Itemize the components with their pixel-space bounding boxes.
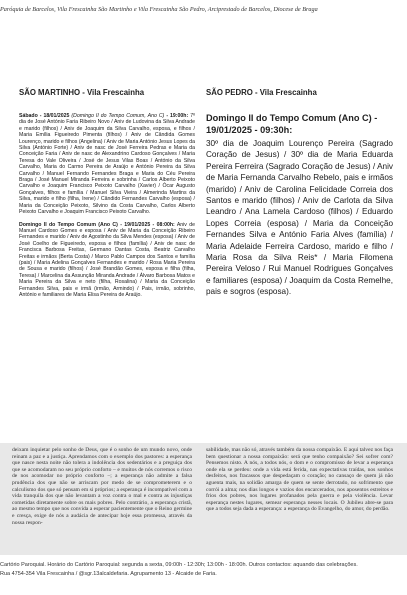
parish-header-line: Paróquia de Barcelos, Vila Frescainha São Martinho e Vila Frescainha São Pedro, Arciprestado de Barcelos, Diocese de Braga <box>0 6 318 13</box>
reflection-text-left: deixam inquietar pelo sonho de Deus, que é o sonho de um mundo novo, onde reinam a paz e a justiça. Aprendamos com o exemplo dos pastores: a esperança que nasce nesta noite não tolera a indolência dos sedentários e a preguiça dos que se acomodaram no seu próprio conforto – e muitos de nós corremos o risco de nos acomodar no próprio conforto –; a esperança não admite a falsa prudência dos que não se arriscam por medo de se comprometerem e o calculismo dos que só pensam em si próprios; a esperança é incompatível com a vida tranquila dos que não levantam a voz contra o mal e contra as injustiças cometidas diretamente sobre os mais pobres. Pelo contrário, a esperança cristã, ao mesmo tempo que nos convida a esperar pacientemente que o Reino germine e cresça, exige de nós a audácia de antecipar hoje essa promessa, através da nossa respon- <box>12 447 192 526</box>
reflection-text-right: sabilidade, mas não só, através também da nossa compaixão. E aqui talvez nos faça bem questionar a nossa compaixão: será que tenho compaixão? Sei sofrer com? Pensemos nisto. A nós, a todos nós, o dom e o compromisso de levar a esperança onde ela se perdeu: onde a vida está ferida, nas expectativas traídas, nos sonhos desfeitos, nos fracassos que despedaçam o coração; no cansaço de quem já não aguenta mais, na solidão amarga de quem se sente derrotado, no sofrimento que corrói a alma; nos dias longos e vazios dos encarcerados, nos aposentos estreitos e frios dos pobres, nos lugares profanados pela guerra e pela violência. Levar esperança nestes lugares, semear esperança nesses locais. O Jubileu abre-se para que a todos seja dada a esperança: a esperança do Evangelho, do amor, do perdão. <box>206 447 393 513</box>
footer-contacts: Rua 4754-354 Vila Frescainha / @sgr.13alcaldefaria. Agrupamento 13 - Alcaide de Faria. <box>0 571 217 577</box>
sao-martinho-sunday-intentions <box>19 222 195 299</box>
saturday-time: - 19:00h: <box>166 113 189 119</box>
sao-martinho-column <box>19 88 195 304</box>
sunday-intentions-text: Aniv de Manuel Cardoso Gomes e esposa / Aniv de Maria da Conceição Ribeiro Fernandes e marido / Aniv de Agostinho da Silva Mendes (esposa) / Aniv de José Coelho de Figueiredo, esposa e filhos (família) / Aniv de nasc de Francisca Barbosa Freitas, Germano Dantas Costa, Beatriz Carvalho Freitas e irmãos (Berta Costa) / Marco Pablo Campos dos Santos e família (pais) / Maria Adelina Gonçalves Fernandes e marido / Rosa Maria Pereira de Sousa e marido (filhos) / José Brandão Gomes, esposa e filha (filha, Teresa) / Marcelina da Assunção Miranda Andrade / Álvaro Barbosa Matos e Maria Pereira da Silva e neto (filha, Rosalina) / Maria da Conceição Fernandes Silva, pais e irmã (irmão, Armindo) / Pais, irmão, sobrinho, António e familiares de Maria Elisa Pereira de Araújo. <box>19 221 196 298</box>
sao-martinho-title: SÃO MARTINHO - Vila Frescainha <box>19 88 145 97</box>
saturday-liturgy-label: (Domingo II do Tempo Comum, Ano C) <box>71 113 165 119</box>
reflection-box <box>0 443 407 555</box>
saturday-intentions-text: 7º dia de José António Faria Ribeiro Novo / Aniv de Ludovina da Silva Andrade e marido (filhos) / Aniv de Joaquim da Silva Carvalho, esposa, e filhos / Maria Emília Figueiredo Pimenta (filhos) / Aniv de Cândida Gomes Lourenço, marido e filhos (Angelina) / Aniv de Maria António Jesus Lopes da Silva (António Forte) / Aniv de nasc de José Ferreira Pedras e Maria da Conceição Faria / Aniv de nasc de Alexandrino Cardoso Gonçalves / Maria Teresa do Vale Oliveira / José de Jesus Vilas Boas / António da Silva Carvalho, Maria do Carmo Pereira de Araújo e António Pereira da Silva Carvalho / Manuel Fernando Fernandes Braga e Maria do Céu Pereira Braga / José Manuel Miranda Ferreira e sobrinha / Carlos Alberto Peixoto Carvalho e Joaquim Francisco Peixoto Carvalho (Xavier) / Ócar Augusto Gonçalves, filhos e família / Manuel Silva Vieira / Almerinda Martins da Silva, marido e filho (filha, Irene) / Cândido Fernandes Carvalho (esposa) / Maria da Conceição Peixoto, Silvino da Costa Carvalho, Carlos Alberto Peixoto Carvalho e Joaquim Francisco Peixoto Carvalho. <box>19 113 195 216</box>
footer-office-hours: Cartório Paroquial. Horário do Cartório Paroquial: segunda a sexta, 09:00h - 12:30h; 13:00h - 18:00h. Outros contactos: aquando das celebrações. <box>0 562 358 568</box>
sao-pedro-intentions-text: 30º dia de Joaquim Lourenço Pereira (Sagrado Coração de Jesus) / 30º dia de Maria Eduarda Pereira Ferreira (Sagrado Coração de Jesus) / Aniv de Maria Fernanda Carvalho Rebelo, pais e irmãos (marido) / Aniv de Carolina Felicidade Correia dos Santos e marido (filhos) / Aniv de Carlota da Silva Leandro / Ana Lamela Cardoso (filhos) / Eduardo Lopes Correia (esposa) / Maria da Conceição Fernandes Silva e António Faria Alves (família) / Maria Adelaide Ferreira Cardoso, marido e filho / Maria Rosa da Silva Reis* / Maria Filomena Pereira Veloso / Rui Manuel Rodrigues Gonçalves e familiares (esposa) / Joaquim da Costa Remelhe, pais e sogros (esposa). <box>206 139 393 297</box>
sunday-heading: Domingo II do Tempo Comum (Ano C) - 19/01/2025 - 08:00h: <box>19 221 175 228</box>
saturday-date-heading: Sábado - 18/01/2025 <box>19 113 70 119</box>
sao-pedro-column <box>206 88 393 298</box>
sao-pedro-mass-heading: Domingo II do Tempo Comum (Ano C) - 19/01/2025 - 09:30h: <box>206 113 378 135</box>
sao-pedro-title: SÃO PEDRO - Vila Frescainha <box>206 88 317 97</box>
sao-martinho-saturday-intentions <box>19 113 195 216</box>
